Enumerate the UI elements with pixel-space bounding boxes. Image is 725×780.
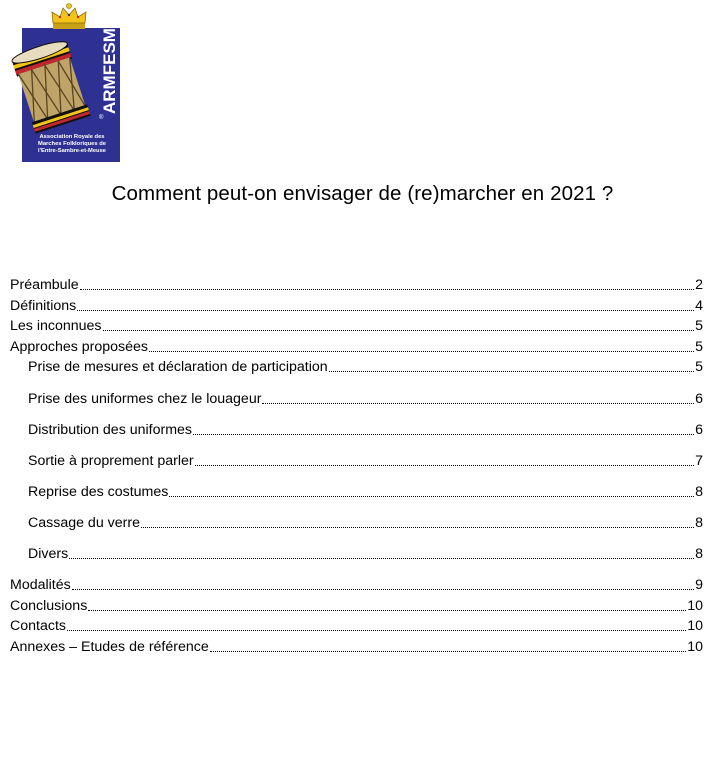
toc-entry-label: Modalités	[10, 577, 71, 593]
toc-entry-page: 5	[695, 359, 703, 375]
toc-entry-label: Préambule	[10, 277, 79, 293]
toc-entry-label: Approches proposées	[10, 339, 149, 355]
toc-entry[interactable]	[10, 339, 703, 355]
toc-dot-leader	[141, 527, 694, 528]
toc-entry-page: 9	[695, 577, 703, 593]
toc-subentry[interactable]	[28, 359, 703, 375]
document-title: Comment peut-on envisager de (re)marcher en 2021 ?	[111, 182, 614, 205]
toc-dot-leader	[77, 310, 694, 311]
toc-entry-label: Les inconnues	[10, 318, 102, 334]
toc-dot-leader	[193, 434, 694, 435]
logo-caption-line-2: Marches Folkloriques de	[38, 141, 106, 147]
toc-entry[interactable]	[10, 618, 703, 634]
toc-dot-leader	[67, 630, 686, 631]
toc-dot-leader	[262, 403, 694, 404]
toc-entry[interactable]	[10, 639, 703, 655]
toc-dot-leader	[103, 330, 695, 331]
toc-entry[interactable]	[10, 277, 703, 293]
logo-brand-text: ARMFESM	[100, 28, 119, 114]
toc-entry-page: 5	[695, 339, 703, 355]
toc-entry-label: Définitions	[10, 298, 77, 314]
toc-entry-page: 7	[695, 453, 703, 469]
toc-entry[interactable]	[10, 577, 703, 593]
toc-entry-page: 5	[695, 318, 703, 334]
toc-entry-label: Cassage du verre	[28, 515, 140, 531]
toc-dot-leader	[72, 589, 694, 590]
toc-entry-label: Sortie à proprement parler	[28, 453, 194, 469]
toc-entry-label: Conclusions	[10, 598, 88, 614]
toc-entry-label: Contacts	[10, 618, 66, 634]
toc-subentry[interactable]	[28, 515, 703, 531]
toc-entry-label: Prise de mesures et déclaration de participation	[28, 359, 328, 375]
toc-entry-label: Distribution des uniformes	[28, 422, 193, 438]
registered-mark: ®	[99, 115, 104, 121]
toc-entry-page: 4	[695, 298, 703, 314]
toc-subentry[interactable]	[28, 422, 703, 438]
toc-dot-leader	[88, 610, 686, 611]
logo-caption-line-1: Association Royale des	[39, 134, 105, 140]
toc-entry-page: 6	[695, 391, 703, 407]
toc-subentry[interactable]	[28, 391, 703, 407]
toc-entry-page: 6	[695, 422, 703, 438]
toc-entry-label: Divers	[28, 546, 69, 562]
toc-entry-page: 2	[695, 277, 703, 293]
crown-icon	[52, 4, 86, 30]
toc-entry-page: 8	[695, 484, 703, 500]
toc-entry-page: 10	[687, 618, 703, 634]
toc-entry-label: Annexes – Etudes de référence	[10, 639, 209, 655]
toc-entry-page: 8	[695, 546, 703, 562]
toc-entry[interactable]	[10, 298, 703, 314]
toc-dot-leader	[329, 371, 694, 372]
armfesm-logo	[8, 2, 128, 164]
toc-dot-leader	[80, 289, 694, 290]
toc-dot-leader	[69, 558, 694, 559]
toc-entry-page: 8	[695, 515, 703, 531]
logo-caption-line-3: l'Entre-Sambre-et-Meuse	[37, 148, 107, 154]
toc-subentry[interactable]	[28, 453, 703, 469]
toc-dot-leader	[210, 651, 686, 652]
toc-entry-page: 10	[687, 598, 703, 614]
toc-dot-leader	[195, 465, 694, 466]
toc-dot-leader	[169, 496, 694, 497]
toc-dot-leader	[149, 351, 694, 352]
toc-subentry[interactable]	[28, 546, 703, 562]
toc-entry-page: 10	[687, 639, 703, 655]
toc-entry[interactable]	[10, 598, 703, 614]
toc-entry-label: Prise des uniformes chez le louageur	[28, 391, 262, 407]
toc-subentry[interactable]	[28, 484, 703, 500]
toc-entry-label: Reprise des costumes	[28, 484, 169, 500]
toc-entry[interactable]	[10, 318, 703, 334]
